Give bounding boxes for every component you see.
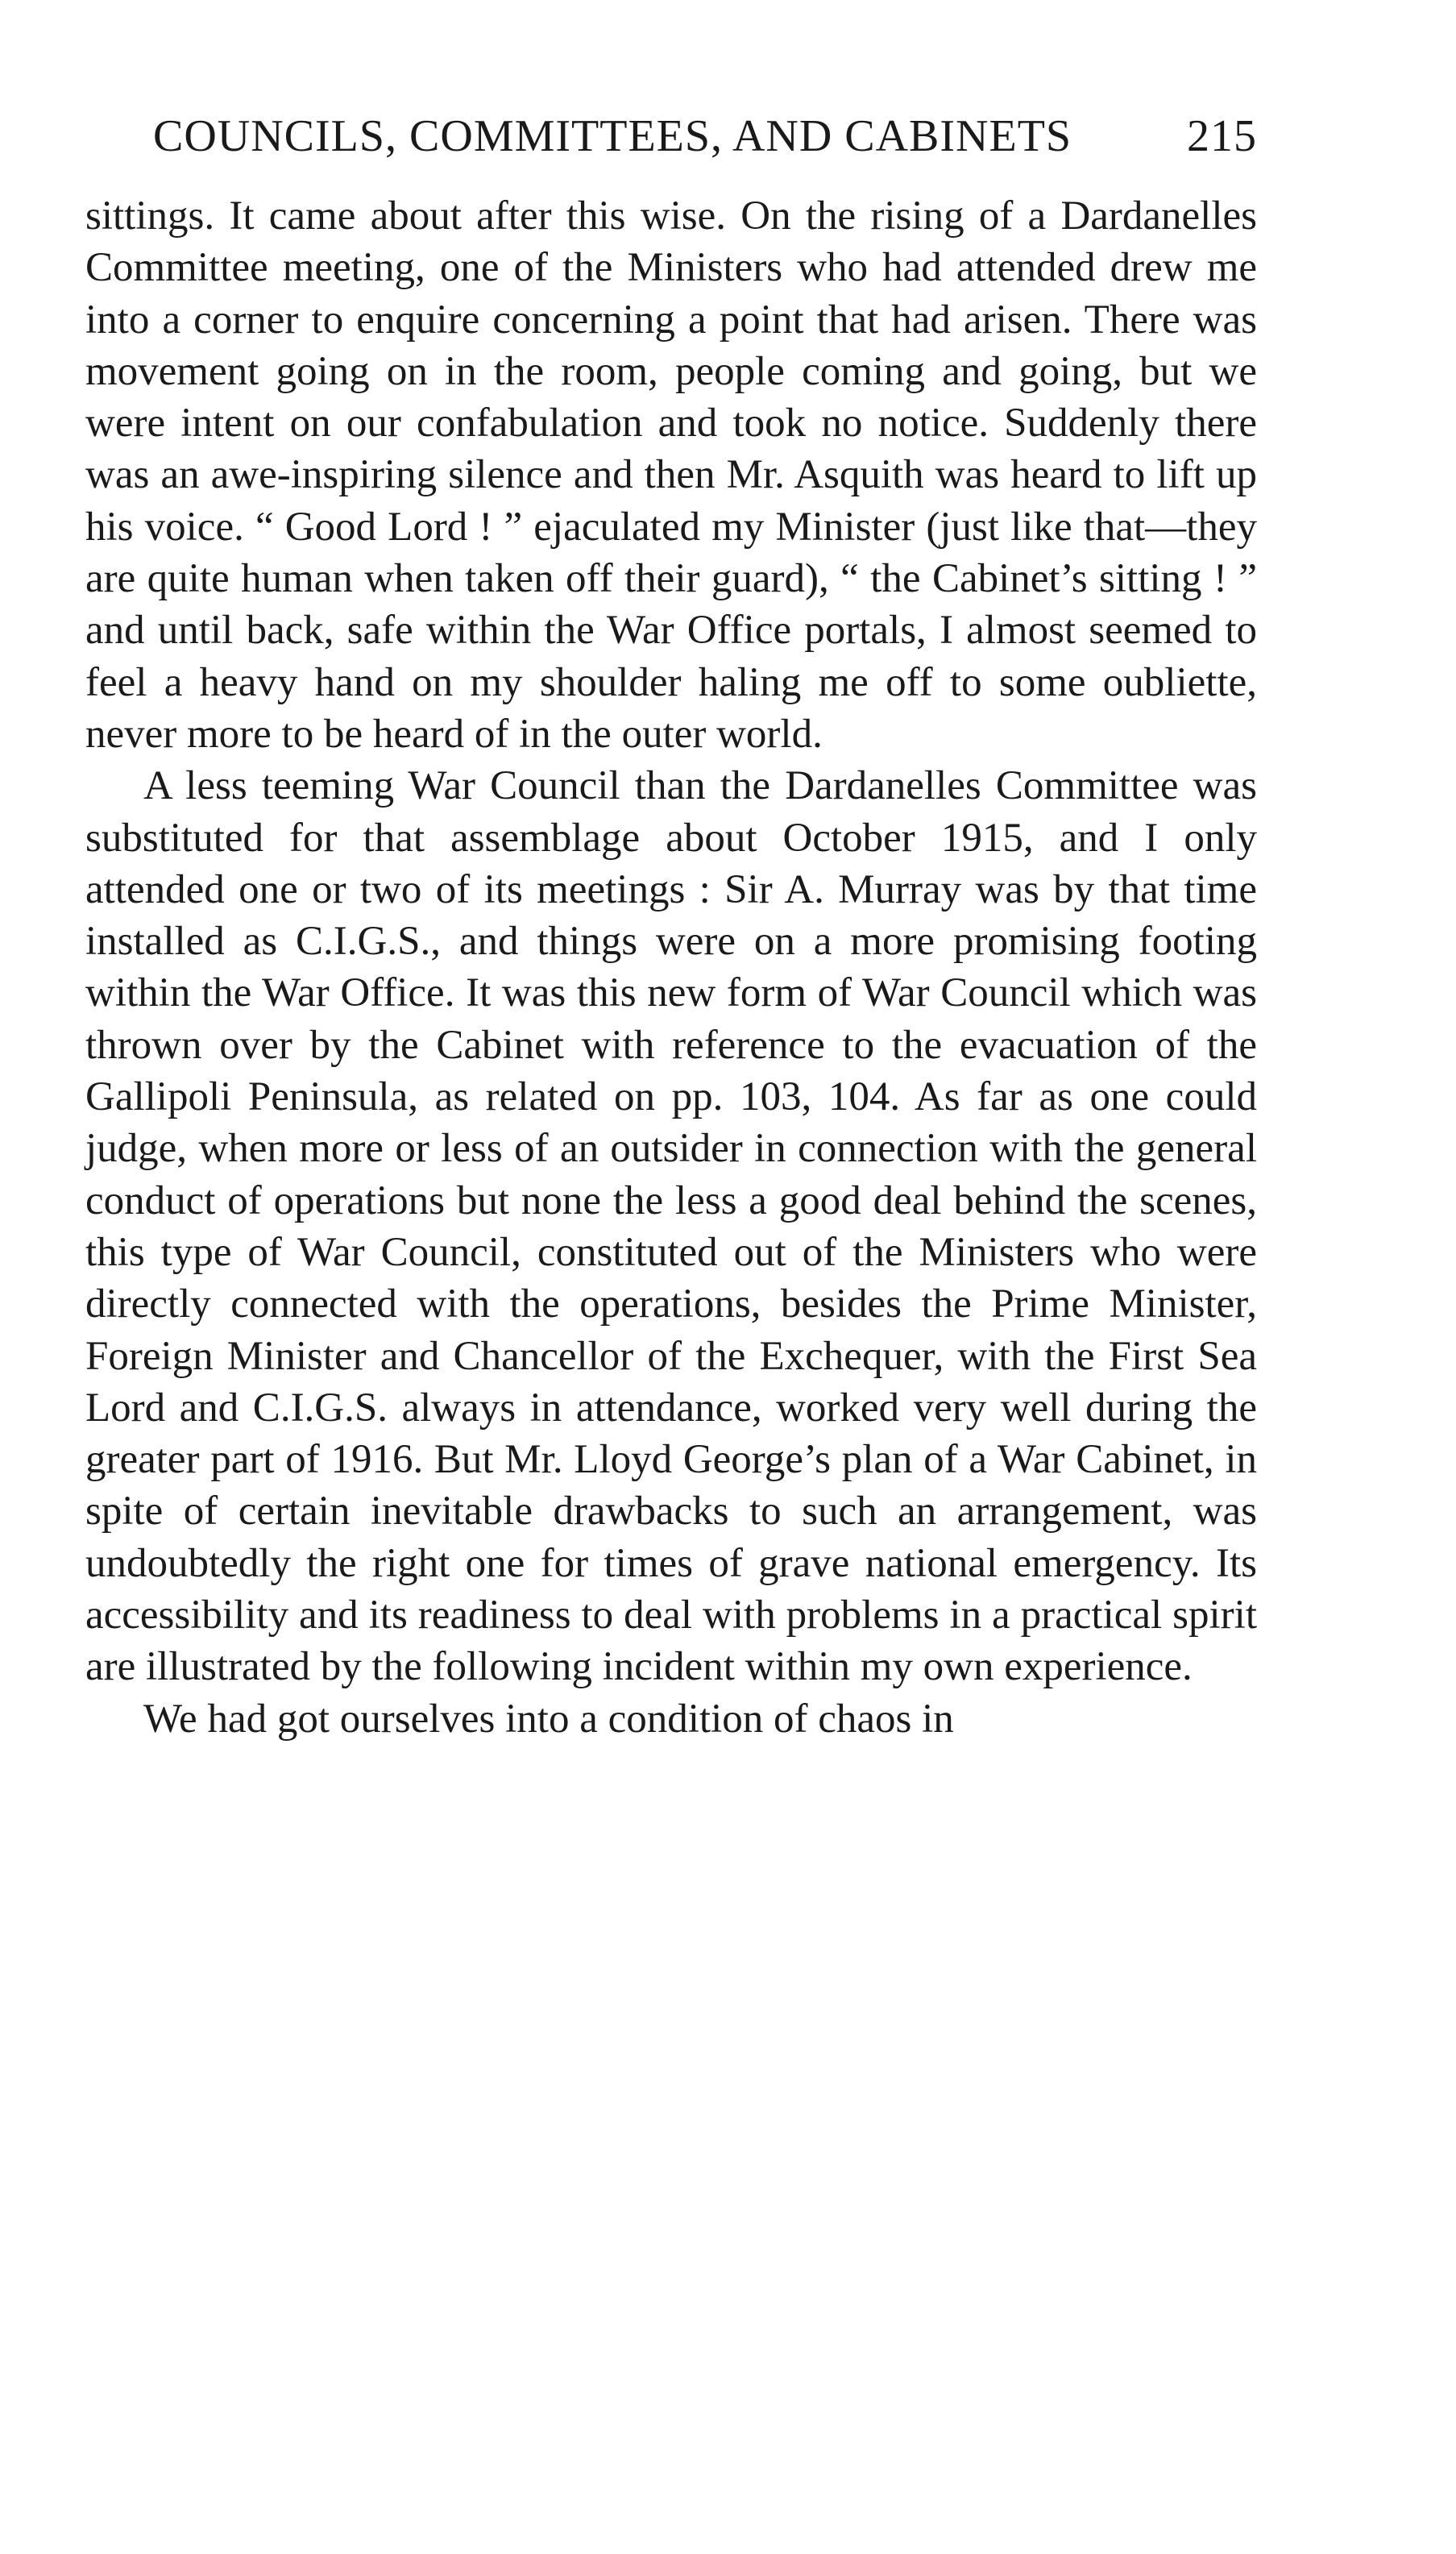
- page-number: 215: [1187, 111, 1257, 161]
- running-title: COUNCILS, COMMITTEES, AND CABINETS: [153, 111, 1072, 161]
- body-text: [85, 190, 1257, 1745]
- paragraph-1: sittings. It came about after this wise. On the rising of a Dardanelles Committee meeting, one of the Ministers who had attended drew me into a corner to enquire concerning a point that had arisen. There was movement going on in the room, people coming and going, but we were intent on our confabulation and took no notice. Suddenly there was an awe-inspiring silence and then Mr. Asquith was heard to lift up his voice. “ Good Lord ! ” ejaculated my Minister (just like that—they are quite human when taken off their guard), “ the Cabinet’s sitting ! ” and until back, safe within the War Office portals, I almost seemed to feel a heavy hand on my shoulder haling me off to some oubliette, never more to be heard of in the outer world.: [85, 193, 1257, 757]
- paragraph-2: A less teeming War Council than the Dardanelles Committee was substituted for that assemblage about October 1915, and I only attended one or two of its meetings : Sir A. Murray was by that time installed as C.I.G.S., and things were on a more promising footing within the War Office. It was this new form of War Council which was thrown over by the Cabinet with reference to the evacuation of the Gallipoli Peninsula, as related on pp. 103, 104. As far as one could judge, when more or less of an outsider in connection with the general conduct of operations but none the less a good deal behind the scenes, this type of War Council, constituted out of the Ministers who were directly connected with the operations, besides the Prime Minister, Foreign Minister and Chancellor of the Exchequer, with the First Sea Lord and C.I.G.S. always in attendance, worked very well during the greater part of 1916. But Mr. Lloyd George’s plan of a War Cabinet, in spite of certain inevitable drawbacks to such an arrangement, was undoubtedly the right one for times of grave national emergency. Its accessibility and its readiness to deal with problems in a practical spirit are illustrated by the following incident within my own experience.: [85, 763, 1257, 1690]
- paragraph-3: We had got ourselves into a condition of chaos in: [143, 1696, 954, 1742]
- running-head: [153, 100, 1257, 172]
